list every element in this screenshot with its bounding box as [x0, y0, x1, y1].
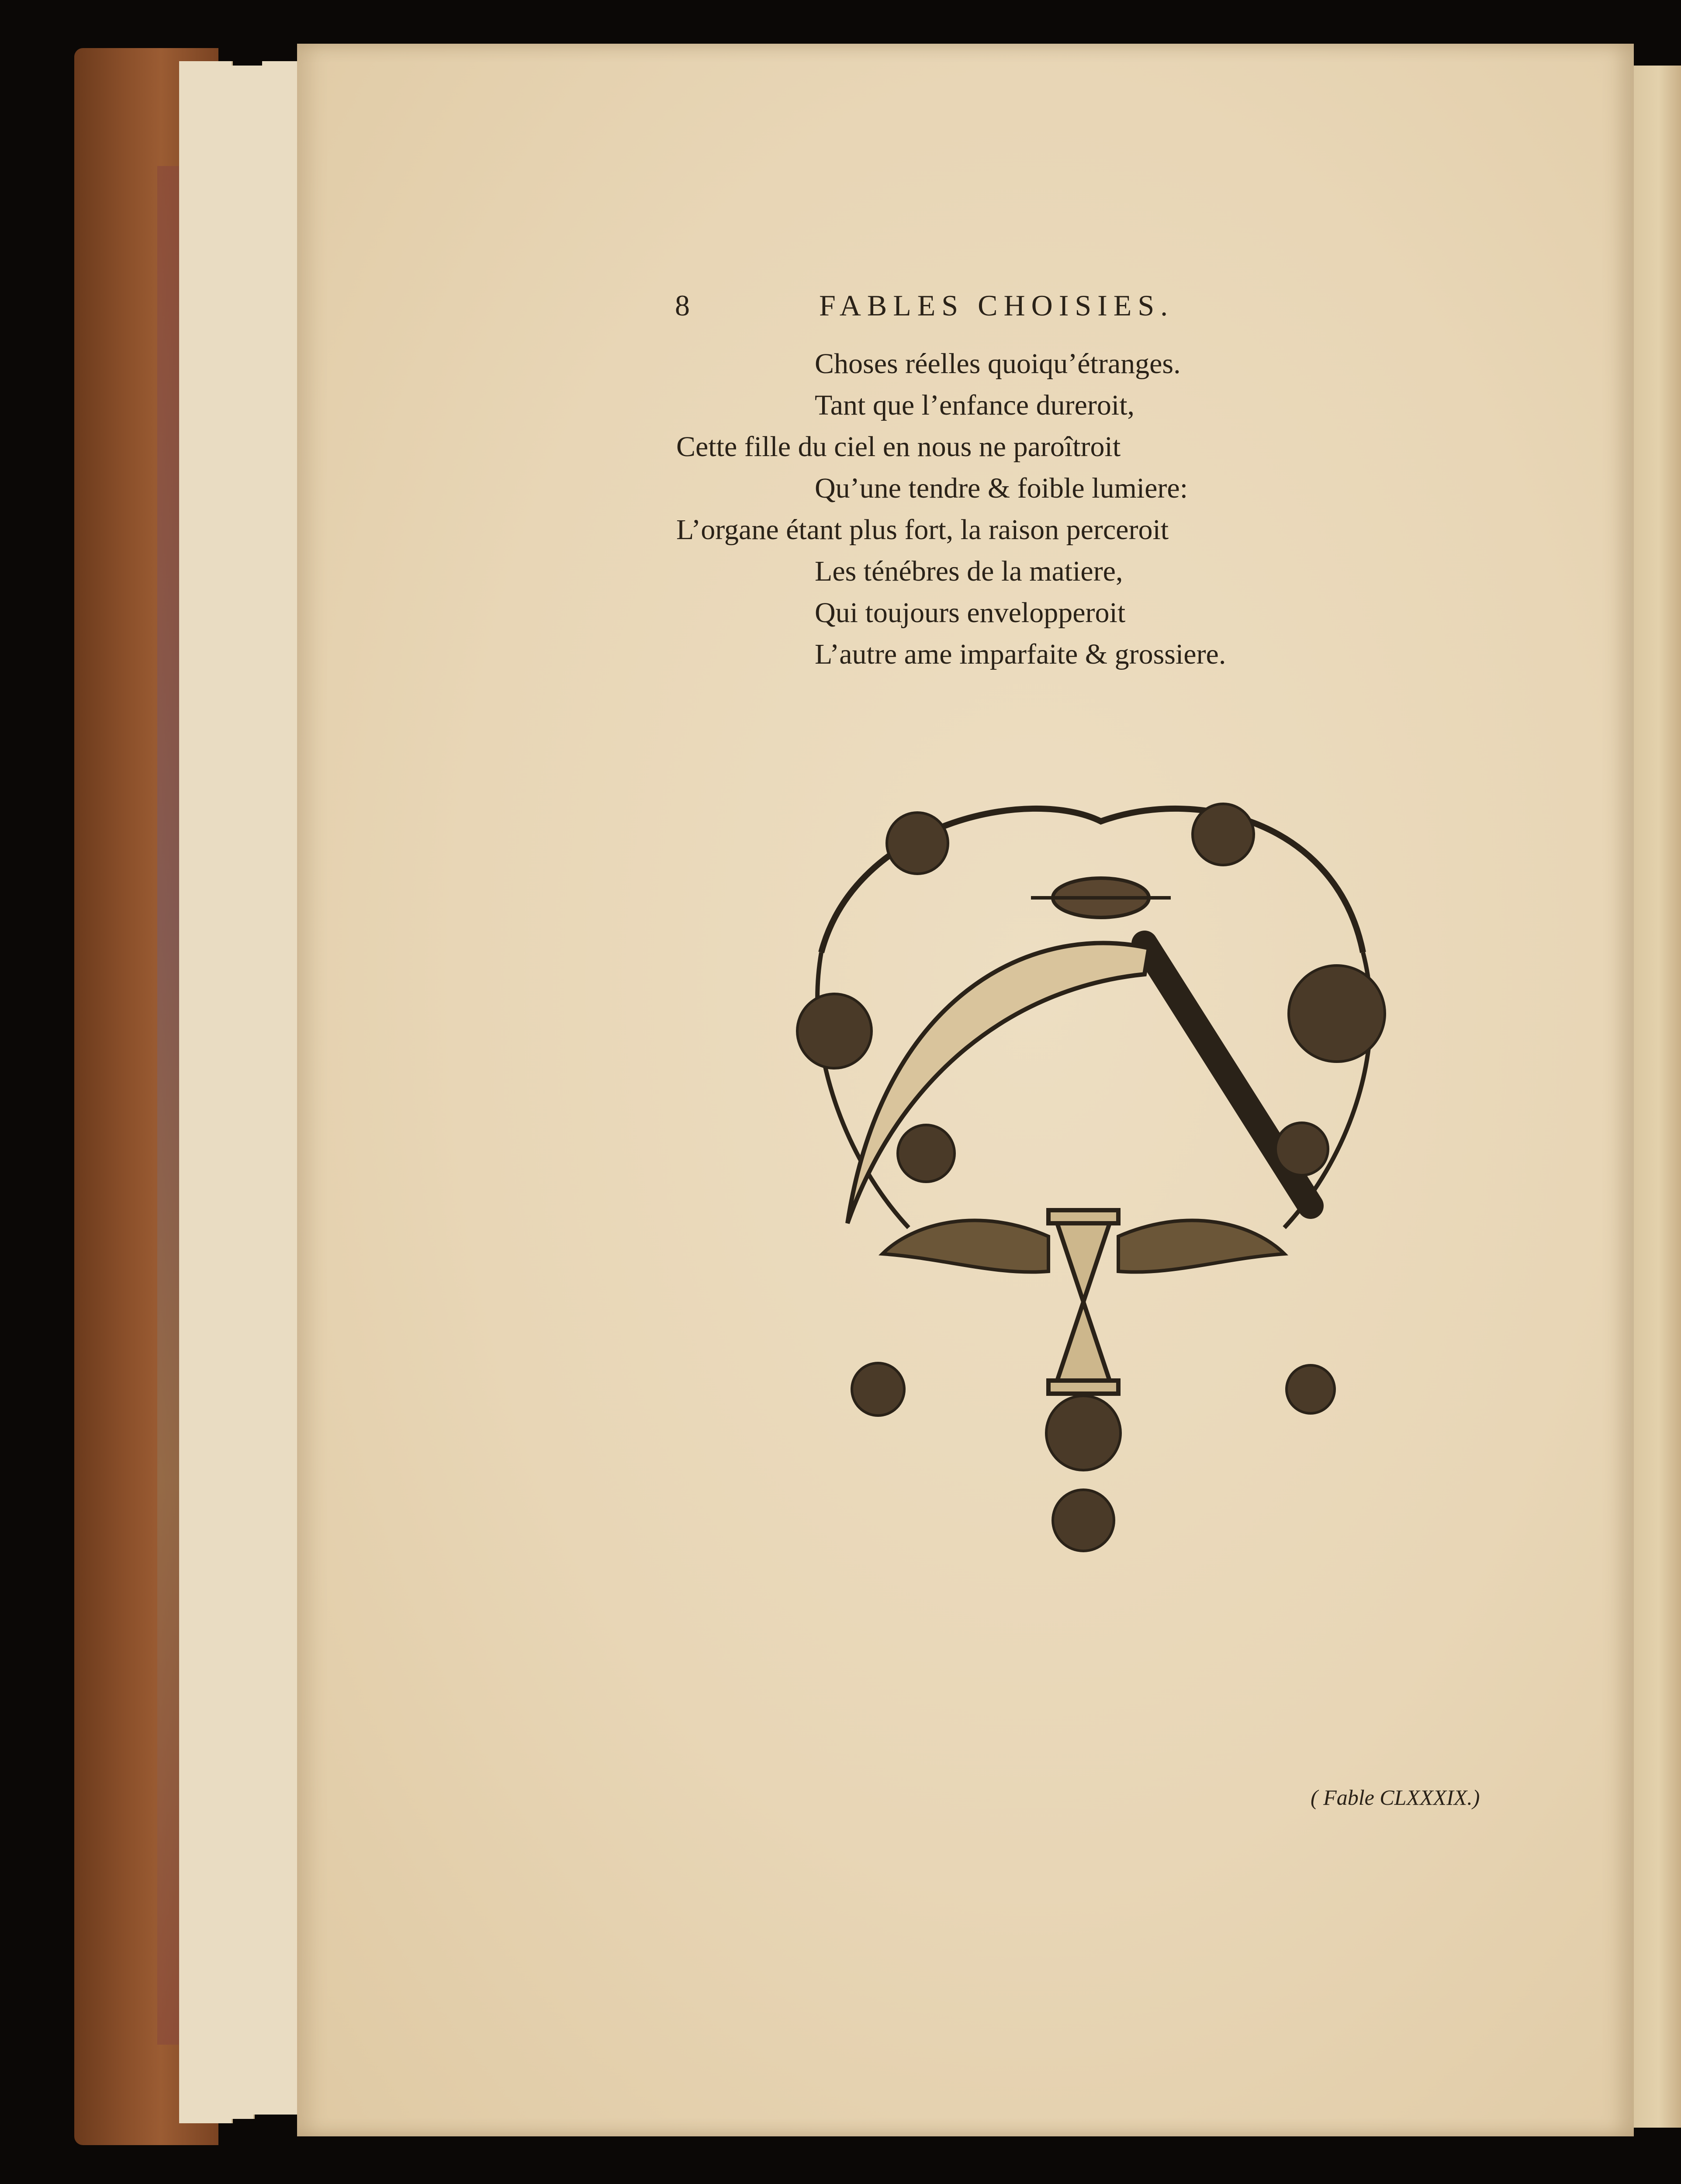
engraved-vignette — [769, 769, 1415, 1599]
verse-line: Les ténébres de la matiere, — [815, 555, 1123, 587]
verse-line: Qu’une tendre & foible lumiere: — [815, 472, 1188, 504]
page-number: 8 — [675, 289, 690, 322]
fable-reference: ( Fable CLXXXIX.) — [1311, 1785, 1480, 1810]
spindle-icon — [1031, 878, 1171, 917]
verse-line: Cette fille du ciel en nous ne paroîtroit — [676, 431, 1121, 463]
verse-line: Qui toujours envelopperoit — [815, 597, 1126, 629]
verse-line: L’autre ame imparfaite & grossiere. — [815, 638, 1226, 670]
page-edge — [262, 61, 298, 2115]
verse-line: Choses réelles quoiqu’étranges. — [815, 348, 1181, 380]
verse-line: L’organe étant plus fort, la raison perceroit — [676, 514, 1169, 546]
running-head: FABLES CHOISIES. — [819, 289, 1174, 322]
hourglass-icon — [1048, 1210, 1118, 1394]
verse-line: Tant que l’enfance dureroit, — [815, 389, 1135, 421]
